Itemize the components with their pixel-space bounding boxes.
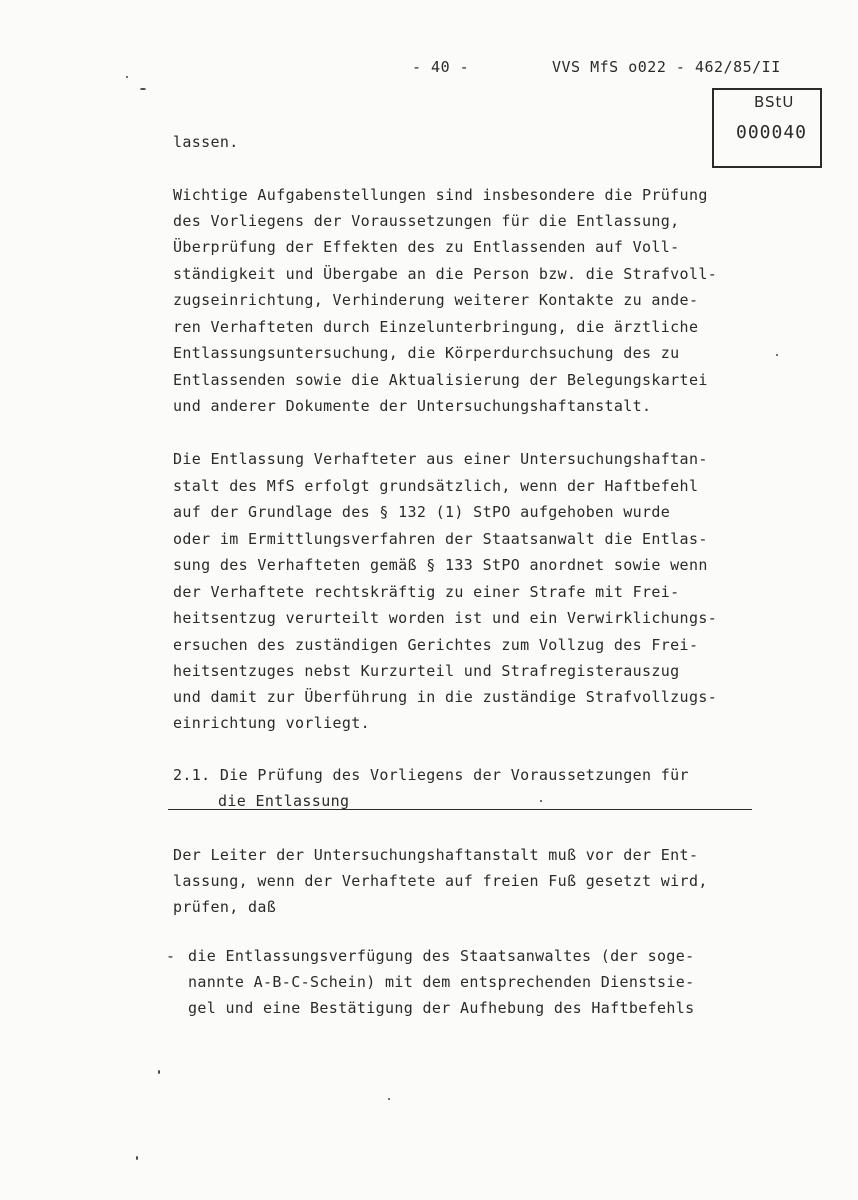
scan-speck <box>158 1070 160 1074</box>
bullet-text-line: gel und eine Bestätigung der Aufhebung des Haftbefehls <box>188 999 695 1017</box>
text-line: ständigkeit und Übergabe an die Person bzw. die Strafvoll- <box>173 265 718 283</box>
bullet-text-line: nannte A-B-C-Schein) mit dem entsprechenden Dienstsie- <box>188 973 695 991</box>
text-line: Entlassungsuntersuchung, die Körperdurchsuchung des zu <box>173 344 680 362</box>
text-line: zugseinrichtung, Verhinderung weiterer Kontakte zu ande- <box>173 291 699 309</box>
scan-speck <box>126 76 128 78</box>
scan-speck <box>140 88 146 90</box>
text-line: lassung, wenn der Verhaftete auf freien Fuß gesetzt wird, <box>173 872 708 890</box>
text-line: des Vorliegens der Voraussetzungen für die Entlassung, <box>173 212 680 230</box>
text-line: lassen. <box>173 133 239 151</box>
bullet-dash: - <box>166 947 176 965</box>
text-line: Entlassenden sowie die Aktualisierung der Belegungskartei <box>173 371 708 389</box>
text-line: heitsentzug verurteilt worden ist und ein Verwirklichungs- <box>173 609 718 627</box>
scan-speck <box>136 1156 138 1160</box>
text-line: und damit zur Überführung in die zuständige Strafvollzugs- <box>173 688 718 706</box>
text-line: ren Verhafteten durch Einzelunterbringung, die ärztliche <box>173 318 699 336</box>
text-line: prüfen, daß <box>173 898 277 916</box>
stamp-number: 000040 <box>736 122 808 143</box>
text-line: und anderer Dokumente der Untersuchungshaftanstalt. <box>173 397 652 415</box>
text-line: der Verhaftete rechtskräftig zu einer Strafe mit Frei- <box>173 583 680 601</box>
scan-speck <box>540 800 542 802</box>
heading-underline <box>168 809 752 810</box>
text-line: einrichtung vorliegt. <box>173 714 370 732</box>
archive-stamp <box>712 88 822 168</box>
scan-speck <box>776 354 778 356</box>
text-line: Überprüfung der Effekten des zu Entlassenden auf Voll- <box>173 238 680 256</box>
text-line: auf der Grundlage des § 132 (1) StPO aufgehoben wurde <box>173 503 671 521</box>
section-heading-continued: die Entlassung <box>218 792 350 810</box>
bullet-text-line: die Entlassungsverfügung des Staatsanwaltes (der soge- <box>188 947 695 965</box>
text-line: Die Entlassung Verhafteter aus einer Untersuchungshaftan- <box>173 450 708 468</box>
text-line: Der Leiter der Untersuchungshaftanstalt muß vor der Ent- <box>173 846 699 864</box>
text-line: heitsentzuges nebst Kurzurteil und Strafregisterauszug <box>173 662 680 680</box>
document-reference: VVS MfS o022 - 462/85/II <box>552 58 781 76</box>
stamp-label: BStU <box>754 93 795 111</box>
page-number: - 40 - <box>412 58 470 76</box>
text-line: sung des Verhafteten gemäß § 133 StPO anordnet sowie wenn <box>173 556 708 574</box>
text-line: stalt des MfS erfolgt grundsätzlich, wenn der Haftbefehl <box>173 477 699 495</box>
section-heading: 2.1. Die Prüfung des Vorliegens der Voraussetzungen für <box>173 766 689 784</box>
text-line: oder im Ermittlungsverfahren der Staatsanwalt die Entlas- <box>173 530 708 548</box>
text-line: Wichtige Aufgabenstellungen sind insbesondere die Prüfung <box>173 186 708 204</box>
text-line: ersuchen des zuständigen Gerichtes zum Vollzug des Frei- <box>173 636 699 654</box>
scan-speck <box>388 1098 390 1100</box>
